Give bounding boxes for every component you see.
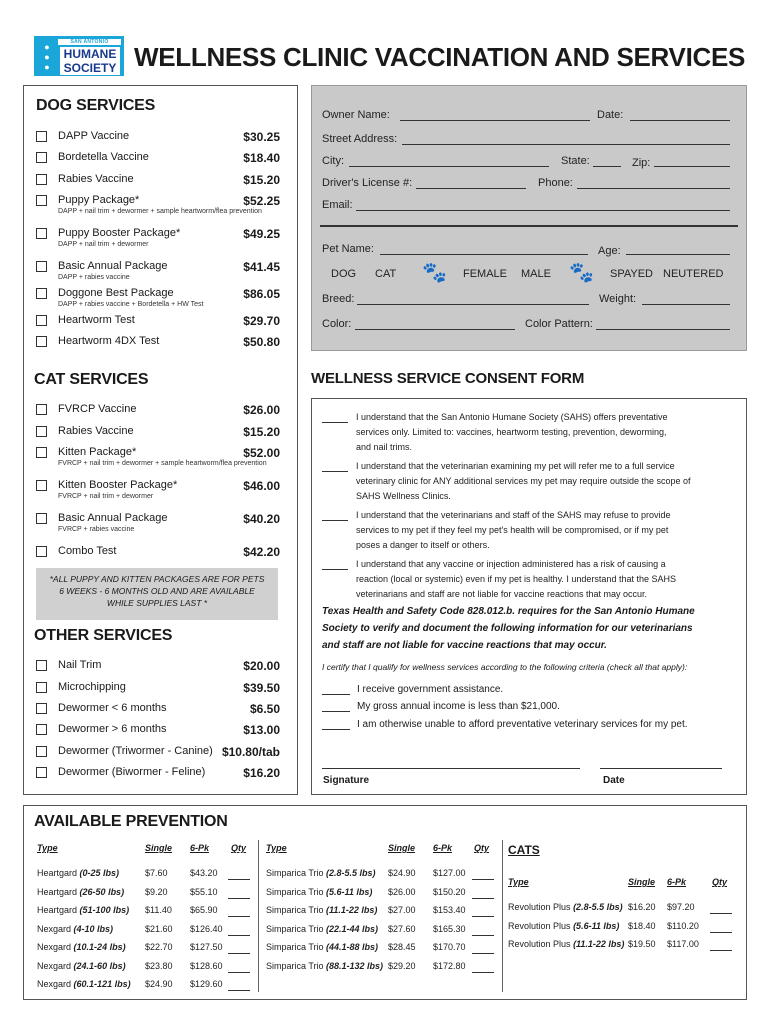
service-price: $86.05 — [243, 287, 280, 301]
owner-info-form — [311, 85, 747, 351]
dog-cat-logo-icon: ● ● ● — [44, 42, 50, 72]
product-6pk-price: $97.20 — [667, 902, 695, 912]
product-6pk-price: $150.20 — [433, 886, 466, 897]
city-field[interactable] — [349, 166, 549, 167]
prevention-product — [37, 905, 129, 915]
service-price: $15.20 — [243, 173, 280, 187]
service-includes: FVRCP + rabies vaccine — [58, 526, 135, 533]
product-single-price: $28.45 — [388, 942, 416, 952]
note-line: WHILE SUPPLIES LAST * — [106, 598, 208, 608]
paw-print-icon: 🐾 — [569, 262, 594, 284]
prevention-header-qty: Qty — [712, 877, 728, 887]
street-field[interactable] — [402, 144, 730, 145]
prevention-product — [508, 939, 624, 949]
service-checkbox[interactable] — [36, 513, 47, 524]
service-includes: FVRCP + nail trim + dewormer — [58, 493, 154, 500]
signature-label: Signature — [323, 775, 370, 786]
product-qty-field[interactable] — [228, 935, 250, 936]
service-price: $10.80/tab — [221, 745, 280, 759]
product-weight-range: (24.1-60 lbs) — [73, 960, 126, 971]
prevention-header-type: Type — [266, 843, 287, 853]
service-checkbox[interactable] — [36, 746, 47, 757]
product-qty-field[interactable] — [710, 913, 732, 914]
law-line: and staff are not liable for vaccine reactions that may occur. — [322, 640, 607, 651]
service-checkbox[interactable] — [36, 228, 47, 239]
consent-statement — [356, 410, 734, 455]
criteria-text: My gross annual income is less than $21,000. — [357, 701, 560, 712]
service-price: $13.00 — [243, 723, 280, 737]
product-name: Heartgard — [37, 886, 78, 897]
product-single-price: $16.20 — [628, 902, 656, 912]
product-6pk-price: $172.80 — [433, 960, 466, 971]
service-price: $42.20 — [243, 545, 280, 559]
product-qty-field[interactable] — [228, 972, 250, 973]
service-name: FVRCP Vaccine — [58, 403, 137, 415]
product-single-price: $27.60 — [388, 923, 416, 934]
consent-line: I understand that any vaccine or injection administered has a risk of causing a — [356, 559, 666, 569]
service-name: Combo Test — [58, 545, 117, 557]
prevention-product — [508, 902, 623, 912]
product-qty-field[interactable] — [472, 898, 494, 899]
consent-statement — [356, 459, 734, 504]
product-weight-range: (4-10 lbs) — [73, 923, 114, 934]
product-single-price: $27.00 — [388, 905, 416, 915]
color-label: Color: — [322, 318, 352, 330]
product-name: Nexgard — [37, 942, 72, 952]
product-6pk-price: $170.70 — [433, 942, 466, 952]
logo-top-text: SAN ANTONIO — [58, 39, 121, 45]
product-single-price: $18.40 — [628, 920, 656, 931]
product-weight-range: (0-25 lbs) — [79, 868, 120, 878]
breed-label: Breed: — [322, 293, 355, 305]
breed-field[interactable] — [357, 304, 589, 305]
dog-services-title: DOG SERVICES — [36, 97, 156, 114]
service-name: Dewormer < 6 months — [58, 702, 167, 714]
service-includes: DAPP + nail trim + dewormer — [58, 241, 149, 248]
owner-name-field[interactable] — [400, 120, 590, 121]
product-name: Heartgard — [37, 868, 78, 878]
state-label: State: — [561, 155, 590, 167]
service-checkbox[interactable] — [36, 261, 47, 272]
criteria-check-field[interactable] — [322, 729, 350, 730]
product-weight-range: (2.8-5.5 lbs) — [326, 868, 376, 878]
prevention-product — [266, 868, 376, 878]
product-single-price: $24.90 — [388, 868, 416, 878]
pet-name-field[interactable] — [380, 254, 588, 255]
consent-line: SAHS Wellness Clinics. — [356, 491, 451, 501]
service-price: $6.50 — [249, 702, 280, 716]
product-6pk-price: $127.00 — [433, 868, 466, 878]
consent-line: I understand that the San Antonio Humane Society (SAHS) offers preventative — [356, 412, 668, 422]
service-checkbox[interactable] — [36, 682, 47, 693]
signature-field[interactable] — [322, 768, 580, 769]
age-label: Age: — [598, 245, 621, 257]
signature-date-field[interactable] — [600, 768, 722, 769]
signature-date-label: Date — [603, 775, 625, 786]
service-price: $20.00 — [243, 659, 280, 673]
email-field[interactable] — [356, 210, 730, 211]
service-checkbox[interactable] — [36, 426, 47, 437]
service-checkbox[interactable] — [36, 404, 47, 415]
consent-line: veterinarians and staff are not liable for vaccine reactions that may occur. — [356, 589, 647, 599]
product-6pk-price: $110.20 — [667, 920, 699, 931]
license-field[interactable] — [416, 188, 526, 189]
product-name: Simparica Trio — [266, 960, 324, 971]
street-label: Street Address: — [322, 133, 398, 145]
product-6pk-price: $117.00 — [667, 939, 699, 949]
product-name: Nexgard — [37, 960, 72, 971]
product-single-price: $7.60 — [145, 868, 168, 878]
product-6pk-price: $126.40 — [190, 923, 223, 934]
product-6pk-price: $65.90 — [190, 905, 218, 915]
product-qty-field[interactable] — [228, 990, 250, 991]
service-name: Kitten Package* — [58, 446, 137, 458]
service-price: $49.25 — [243, 227, 280, 241]
service-price: $30.25 — [243, 130, 280, 144]
consent-line: veterinary clinic for ANY additional services my pet may require outside the scope of — [356, 476, 691, 486]
service-includes: DAPP + nail trim + dewormer + sample heartworm/flea prevention — [58, 208, 262, 215]
service-name: Rabies Vaccine — [58, 425, 134, 437]
note-line: *ALL PUPPY AND KITTEN PACKAGES ARE FOR PETS — [49, 574, 265, 584]
product-name: Simparica Trio — [266, 923, 324, 934]
service-name: Dewormer (Triwormer - Canine) — [58, 745, 213, 757]
consent-statement — [356, 557, 734, 602]
law-notice — [322, 603, 742, 654]
zip-label: Zip: — [632, 157, 651, 169]
initial-field[interactable] — [322, 471, 348, 472]
service-checkbox[interactable] — [36, 480, 47, 491]
color-pattern-field[interactable] — [596, 329, 730, 330]
service-checkbox[interactable] — [36, 660, 47, 671]
product-name: Revolution Plus — [508, 902, 571, 912]
service-price: $39.50 — [243, 681, 280, 695]
product-weight-range: (88.1-132 lbs) — [326, 960, 384, 971]
product-single-price: $11.40 — [145, 905, 172, 915]
product-6pk-price: $153.40 — [433, 905, 466, 915]
prevention-header-qty: Qty — [231, 843, 247, 853]
criteria-check-field[interactable] — [322, 711, 350, 712]
product-name: Nexgard — [37, 979, 72, 989]
product-qty-field[interactable] — [710, 950, 732, 951]
product-qty-field[interactable] — [472, 935, 494, 936]
service-checkbox[interactable] — [36, 152, 47, 163]
service-price: $29.70 — [243, 314, 280, 328]
service-checkbox[interactable] — [36, 315, 47, 326]
prevention-header-single: Single — [145, 843, 173, 853]
service-checkbox[interactable] — [36, 336, 47, 347]
prevention-product — [37, 924, 113, 934]
criteria-text: I am otherwise unable to afford preventative veterinary services for my pet. — [357, 719, 688, 730]
product-6pk-price: $55.10 — [190, 886, 218, 897]
consent-line: reaction (local or systemic) even if my pet is healthy. I understand that the SAHS — [356, 574, 676, 584]
product-weight-range: (11.1-22 lbs) — [573, 939, 625, 949]
service-name: Microchipping — [58, 681, 126, 693]
other-services-title: OTHER SERVICES — [34, 627, 173, 644]
age-field[interactable] — [626, 254, 730, 255]
phone-label: Phone: — [538, 177, 573, 189]
service-name: Puppy Booster Package* — [58, 227, 181, 239]
product-weight-range: (26-50 lbs) — [79, 886, 125, 897]
weight-field[interactable] — [642, 304, 730, 305]
service-name: Nail Trim — [58, 659, 102, 671]
phone-field[interactable] — [577, 188, 730, 189]
product-qty-field[interactable] — [228, 953, 250, 954]
service-name: Rabies Vaccine — [58, 173, 134, 185]
prevention-product — [37, 961, 126, 971]
service-checkbox[interactable] — [36, 703, 47, 714]
consent-line: services to my pet if they feel my pet's health will be compromised, or if my pet — [356, 525, 669, 535]
product-weight-range: (44.1-88 lbs) — [326, 942, 379, 952]
service-name: Doggone Best Package — [58, 287, 174, 299]
packages-note — [36, 568, 278, 620]
service-checkbox[interactable] — [36, 174, 47, 185]
female-option[interactable]: FEMALE — [463, 268, 508, 280]
consent-line: services only. Limited to: vaccines, heartworm testing, prevention, deworming, — [356, 427, 667, 437]
product-qty-field[interactable] — [472, 916, 494, 917]
logo-word-1: HUMANE — [60, 47, 120, 61]
consent-line: I understand that the veterinarian examining my pet will refer me to a full service — [356, 461, 675, 471]
prevention-header-six_pk: 6-Pk — [667, 877, 687, 887]
prevention-header-single: Single — [628, 877, 656, 887]
column-divider — [258, 840, 259, 992]
city-label: City: — [322, 155, 344, 167]
service-name: Bordetella Vaccine — [58, 151, 149, 163]
product-qty-field[interactable] — [228, 898, 250, 899]
consent-line: I understand that the veterinarians and staff of the SAHS may refuse to provide — [356, 510, 671, 520]
service-price: $16.20 — [243, 766, 280, 780]
prevention-header-qty: Qty — [474, 843, 490, 853]
prevention-header-six_pk: 6-Pk — [433, 843, 453, 853]
service-checkbox[interactable] — [36, 546, 47, 557]
color-pattern-label: Color Pattern: — [525, 318, 593, 330]
product-weight-range: (5.6-11 lbs) — [326, 886, 373, 897]
dog-option[interactable]: DOG — [331, 268, 357, 280]
product-weight-range: (22.1-44 lbs) — [326, 923, 379, 934]
service-name: Basic Annual Package — [58, 260, 168, 272]
product-6pk-price: $127.50 — [190, 942, 223, 952]
product-weight-range: (51-100 lbs) — [79, 905, 130, 915]
service-includes: DAPP + rabies vaccine + Bordetella + HW Test — [58, 301, 204, 308]
initial-field[interactable] — [322, 520, 348, 521]
product-name: Simparica Trio — [266, 886, 324, 897]
prevention-product — [37, 979, 131, 989]
color-field[interactable] — [355, 329, 515, 330]
service-price: $40.20 — [243, 512, 280, 526]
service-price: $15.20 — [243, 425, 280, 439]
service-name: DAPP Vaccine — [58, 130, 130, 142]
date-label: Date: — [597, 109, 624, 121]
prevention-product — [37, 887, 124, 897]
product-single-price: $19.50 — [628, 939, 656, 949]
prevention-product — [37, 868, 119, 878]
service-name: Basic Annual Package — [58, 512, 168, 524]
prevention-product — [266, 961, 383, 971]
service-checkbox[interactable] — [36, 767, 47, 778]
product-name: Revolution Plus — [508, 920, 571, 931]
spayed-option[interactable]: SPAYED — [610, 268, 653, 280]
form-divider — [320, 225, 738, 227]
prevention-product — [266, 887, 372, 897]
prevention-header-six_pk: 6-Pk — [190, 843, 210, 853]
prevention-header-single: Single — [388, 843, 416, 853]
prevention-title: AVAILABLE PREVENTION — [34, 813, 228, 830]
consent-line: poses a danger to itself or others. — [356, 540, 490, 550]
prevention-product — [266, 905, 377, 915]
product-qty-field[interactable] — [472, 879, 494, 880]
male-option[interactable]: MALE — [521, 268, 551, 280]
prevention-product — [266, 924, 378, 934]
service-price: $18.40 — [243, 151, 280, 165]
service-name: Dewormer > 6 months — [58, 723, 167, 735]
prevention-product — [37, 942, 126, 952]
product-single-price: $22.70 — [145, 942, 173, 952]
service-checkbox[interactable] — [36, 447, 47, 458]
column-divider — [502, 840, 503, 992]
product-6pk-price: $129.60 — [190, 979, 223, 989]
service-includes: FVRCP + nail trim + dewormer + sample heartworm/flea prevention — [58, 460, 267, 467]
service-includes: DAPP + rabies vaccine — [58, 274, 130, 281]
license-label: Driver's License #: — [322, 177, 413, 189]
product-weight-range: (11.1-22 lbs) — [326, 905, 378, 915]
product-weight-range: (10.1-24 lbs) — [73, 942, 126, 952]
state-field[interactable] — [593, 166, 621, 167]
pet-name-label: Pet Name: — [322, 243, 374, 255]
product-qty-field[interactable] — [472, 953, 494, 954]
product-single-price: $24.90 — [145, 979, 173, 989]
law-line: Society to verify and document the following information for our veterinarians — [322, 623, 693, 634]
product-single-price: $26.00 — [388, 886, 416, 897]
prevention-product — [508, 921, 619, 931]
weight-label: Weight: — [599, 293, 637, 305]
product-qty-field[interactable] — [228, 879, 250, 880]
service-checkbox[interactable] — [36, 724, 47, 735]
product-name: Simparica Trio — [266, 905, 324, 915]
product-name: Nexgard — [37, 923, 72, 934]
product-weight-range: (60.1-121 lbs) — [73, 979, 131, 989]
prevention-header-type: Type — [508, 877, 529, 887]
service-price: $41.45 — [243, 260, 280, 274]
humane-society-logo — [34, 36, 124, 76]
cat-option[interactable]: CAT — [375, 268, 397, 280]
product-single-price: $23.80 — [145, 960, 173, 971]
service-name: Heartworm 4DX Test — [58, 335, 160, 347]
service-name: Puppy Package* — [58, 194, 140, 206]
product-name: Simparica Trio — [266, 942, 324, 952]
product-qty-field[interactable] — [228, 916, 250, 917]
service-name: Kitten Booster Package* — [58, 479, 178, 491]
product-weight-range: (2.8-5.5 lbs) — [573, 902, 623, 912]
cat-services-title: CAT SERVICES — [34, 371, 149, 388]
product-name: Simparica Trio — [266, 868, 324, 878]
paw-print-icon: 🐾 — [422, 262, 447, 284]
note-line: 6 WEEKS - 6 MONTHS OLD AND ARE AVAILABLE — [59, 586, 255, 596]
consent-line: and nail trims. — [356, 442, 413, 452]
service-price: $52.25 — [243, 194, 280, 208]
service-checkbox[interactable] — [36, 131, 47, 142]
criteria-check-field[interactable] — [322, 694, 350, 695]
email-label: Email: — [322, 199, 353, 211]
product-qty-field[interactable] — [710, 932, 732, 933]
product-qty-field[interactable] — [472, 972, 494, 973]
product-6pk-price: $165.30 — [433, 923, 466, 934]
page-title: WELLNESS CLINIC VACCINATION AND SERVICES — [134, 42, 746, 72]
service-price: $50.80 — [243, 335, 280, 349]
service-price: $52.00 — [243, 446, 280, 460]
consent-title: WELLNESS SERVICE CONSENT FORM — [311, 370, 585, 387]
prevention-header-type: Type — [37, 843, 58, 853]
prevention-product — [266, 942, 378, 952]
zip-field[interactable] — [654, 166, 730, 167]
service-price: $26.00 — [243, 403, 280, 417]
criteria-text: I receive government assistance. — [357, 684, 504, 695]
neutered-option[interactable]: NEUTERED — [663, 268, 724, 280]
initial-field[interactable] — [322, 569, 348, 570]
product-single-price: $29.20 — [388, 960, 416, 971]
product-weight-range: (5.6-11 lbs) — [573, 920, 620, 931]
certify-text: I certify that I qualify for wellness services according to the following criteria (check all that apply): — [322, 662, 688, 672]
product-single-price: $21.60 — [145, 923, 173, 934]
product-6pk-price: $43.20 — [190, 868, 218, 878]
product-name: Revolution Plus — [508, 939, 571, 949]
service-name: Heartworm Test — [58, 314, 135, 326]
law-line: Texas Health and Safety Code 828.012.b. requires for the San Antonio Humane — [322, 606, 695, 617]
service-price: $46.00 — [243, 479, 280, 493]
consent-statement — [356, 508, 734, 553]
service-name: Dewormer (Biwormer - Feline) — [58, 766, 206, 778]
initial-field[interactable] — [322, 422, 348, 423]
product-single-price: $9.20 — [145, 886, 168, 897]
logo-word-2: SOCIETY — [60, 61, 120, 75]
cats-heading: CATS — [508, 843, 540, 857]
service-checkbox[interactable] — [36, 195, 47, 206]
date-field[interactable] — [630, 120, 730, 121]
product-name: Heartgard — [37, 905, 78, 915]
service-checkbox[interactable] — [36, 288, 47, 299]
product-6pk-price: $128.60 — [190, 960, 223, 971]
owner-name-label: Owner Name: — [322, 109, 390, 121]
